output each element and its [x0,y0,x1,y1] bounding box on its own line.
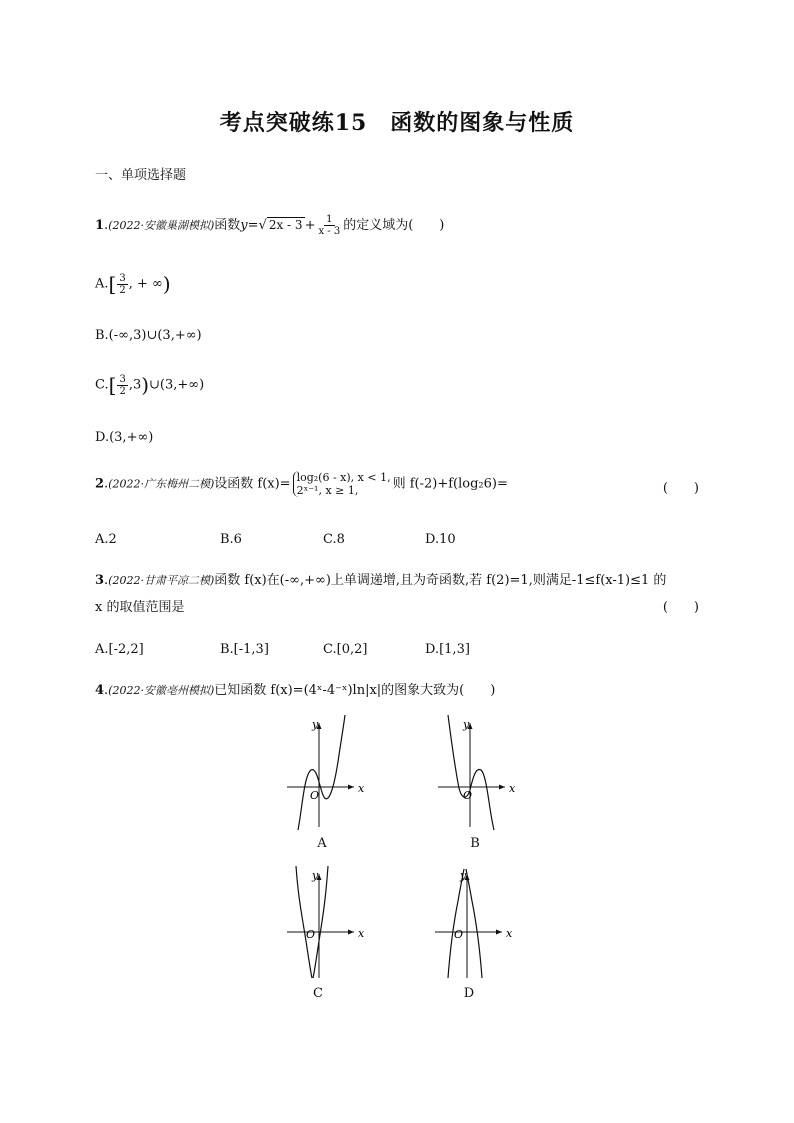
option-label: C. [95,377,109,393]
question-stem: 已知函数 f(x)=(4ˣ-4⁻ˣ)ln|x|的图象大致为( ) [214,683,496,698]
option-text: , + ∞ [128,276,163,292]
x-arrow-icon [499,785,505,790]
fraction-denominator: 2 [119,385,126,397]
q3-option-b[interactable]: B.[-1,3] [220,642,269,657]
question-stem: 函数 [214,218,241,233]
question-2: 2.(2022·广东梅州二模)设函数 f(x)= log₂(6 - x), x < 1, 2ˣ⁻¹, x ≥ 1, 则 f(-2)+f(log₂6)= [95,471,508,497]
right-bracket: ) [141,373,150,397]
y-label: y [463,718,470,731]
question-number: 3 [95,573,105,588]
graph-a-label: A [317,836,327,851]
q1-option-b[interactable]: B.(-∞,3)∪(3,+∞) [95,328,202,343]
x-label: x [358,782,365,795]
question-1: 1.(2022·安徽巢湖模拟)函数y=√ 2x - 3 + $\frac{1}{x - 3}$ 的定义域为( ) [95,214,445,237]
option-label: A. [95,276,109,292]
page-title: 考点突破练15 函数的图象与性质 [219,110,575,136]
graph-b-label: B [470,836,480,851]
q2-option-d[interactable]: D.10 [425,532,456,547]
x-arrow-icon [496,930,502,935]
fraction-numerator: 3 [119,373,126,385]
graph-c-label: C [313,986,323,1001]
curve-right [466,869,482,978]
fraction-denominator: 2 [119,284,126,296]
x-arrow-icon [348,785,354,790]
question-stem-suffix: 的定义域为( ) [343,218,445,233]
x-label: x [506,927,513,940]
question-number: 1 [95,218,105,233]
sqrt-radicand: 2x - 3 [268,218,303,232]
graph-a[interactable] [282,715,372,830]
curve-left [448,869,464,978]
section-heading: 一、单项选择题 [95,168,187,183]
left-bracket: [ [108,373,117,397]
fraction [316,214,342,237]
question-3-line-2: x 的取值范围是 [95,600,185,615]
question-stem-suffix: 则 f(-2)+f(log₂6)= [392,476,508,492]
q3-option-d[interactable]: D.[1,3] [425,642,470,657]
q1-option-c[interactable] [95,373,204,397]
right-bracket: ) [162,272,171,296]
question-number: 4 [95,683,105,698]
x-label: x [509,782,516,795]
curve [448,715,494,830]
curve-left [296,866,312,978]
y-label: y [460,869,467,882]
question-source: (2022·甘肃平凉二模) [108,574,215,587]
piecewise-brace [293,471,391,497]
q2-option-b[interactable]: B.6 [220,532,242,547]
q1-option-d[interactable]: D.(3,+∞) [95,430,154,445]
q2-option-a[interactable]: A.2 [95,532,117,547]
question-3: 3.(2022·甘肃平凉二模)函数 f(x)在(-∞,+∞)上单调递增,且为奇函数,若 f(2)=1,则满足-1≤f(x-1)≤1 的 [95,573,667,588]
answer-paren: ( ) [662,481,699,496]
option-text: ,3 [128,377,142,393]
graph-b[interactable] [433,715,523,830]
piecewise-case-2: 2ˣ⁻¹, x ≥ 1, [296,484,359,497]
sqrt-sign: √ [258,218,267,233]
question-stem: 函数 f(x)在(-∞,+∞)上单调递增,且为奇函数,若 f(2)=1,则满足-1≤f(x-1)≤1 的 [214,573,667,588]
origin-label: O [463,789,473,802]
option-text: ∪(3,+∞) [149,377,205,393]
graph-c[interactable] [282,866,372,981]
fraction [117,273,127,296]
fraction-denominator: x - 3 [318,226,341,237]
question-number: 2 [95,476,105,492]
q2-option-c[interactable]: C.8 [323,532,345,547]
math-var: y= [240,218,259,233]
origin-label: O [306,928,316,941]
x-label: x [358,927,365,940]
question-4: 4.(2022·安徽亳州模拟)已知函数 f(x)=(4ˣ-4⁻ˣ)ln|x|的图象大致为( ) [95,683,496,698]
graph-d[interactable] [430,866,520,981]
origin-label: O [310,789,320,802]
answer-paren: ( ) [662,600,699,615]
x-arrow-icon [348,930,354,935]
question-source: (2022·安徽亳州模拟) [108,684,215,697]
graph-d-label: D [463,986,475,1001]
curve [298,715,345,830]
question-stem: 设函数 f(x)= [214,476,291,492]
piecewise-case-1: log₂(6 - x), x < 1, [296,471,391,484]
plus-sign: + [304,218,316,233]
y-label: y [312,869,319,882]
question-source: (2022·广东梅州二模) [108,477,215,491]
fraction-numerator: 3 [119,272,126,284]
origin-label: O [454,928,464,941]
left-bracket: [ [108,272,117,296]
fraction-numerator: 1 [326,214,333,225]
fraction [117,374,127,397]
question-source: (2022·安徽巢湖模拟) [108,219,215,232]
y-label: y [312,718,319,731]
q3-option-c[interactable]: C.[0,2] [323,642,368,657]
q1-option-a[interactable] [95,272,171,296]
q3-option-a[interactable]: A.[-2,2] [95,642,144,657]
curve-right [313,866,328,978]
